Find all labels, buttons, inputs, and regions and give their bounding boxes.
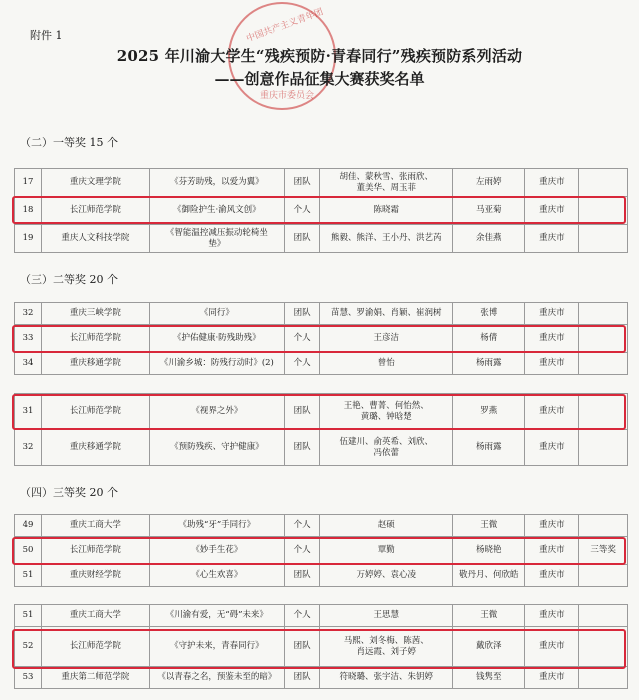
region-cell: 重庆市 — [525, 515, 579, 537]
work-title-cell: 《助残“牙”手同行》 — [149, 515, 284, 537]
attachment-label: 附件 1 — [30, 29, 63, 42]
entry-type-cell: 团队 — [284, 394, 320, 430]
region-cell: 重庆市 — [525, 565, 579, 587]
school-cell: 重庆财经学院 — [41, 565, 149, 587]
award-table — [14, 393, 628, 466]
region-cell: 重庆市 — [525, 627, 579, 667]
entry-type-cell: 个人 — [284, 515, 320, 537]
region-cell: 重庆市 — [525, 605, 579, 627]
region-cell: 重庆市 — [525, 430, 579, 466]
region-cell: 重庆市 — [525, 667, 579, 689]
table-row — [15, 197, 628, 225]
note-cell — [579, 565, 628, 587]
region-cell: 重庆市 — [525, 537, 579, 565]
section-heading-first-prize: （二）一等奖 15 个 — [20, 136, 118, 149]
authors-cell: 赵硕 — [320, 515, 453, 537]
row-number: 17 — [15, 169, 42, 197]
school-cell: 重庆工商大学 — [41, 605, 149, 627]
school-cell: 重庆人文科技学院 — [41, 225, 149, 253]
work-title-cell: 《同行》 — [149, 303, 284, 325]
table-row — [15, 353, 628, 375]
advisor-cell: 余佳燕 — [453, 225, 525, 253]
advisor-cell: 钱隽至 — [453, 667, 525, 689]
region-cell: 重庆市 — [525, 325, 579, 353]
seal-text-top: 中国共产主义青年团 — [245, 7, 325, 45]
work-title-cell: 《智能温控减压振动轮椅坐 垫》 — [149, 225, 284, 253]
work-title-cell: 《护佑健康·防残助残》 — [149, 325, 284, 353]
row-number: 53 — [15, 667, 42, 689]
note-cell — [579, 169, 628, 197]
entry-type-cell: 团队 — [284, 169, 320, 197]
work-title-cell: 《御险护生·渝风文创》 — [149, 197, 284, 225]
entry-type-cell: 个人 — [284, 325, 320, 353]
note-cell — [579, 225, 628, 253]
note-cell — [579, 197, 628, 225]
work-title-cell: 《守护未来，青春同行》 — [149, 627, 284, 667]
advisor-cell: 杨晓艳 — [453, 537, 525, 565]
entry-type-cell: 团队 — [284, 627, 320, 667]
award-table — [14, 604, 628, 689]
work-title-cell: 《川渝有爱，无“碍”未来》 — [149, 605, 284, 627]
page-title: 2025 年川渝大学生“残疾预防·青春同行”残疾预防系列活动 — [116, 47, 523, 65]
table-row — [15, 394, 628, 430]
work-title-cell: 《芬芳助残，以爱为翼》 — [149, 169, 284, 197]
advisor-cell: 戴欣泽 — [453, 627, 525, 667]
school-cell: 长江师范学院 — [41, 537, 149, 565]
table-row — [15, 605, 628, 627]
advisor-cell: 张博 — [453, 303, 525, 325]
note-cell — [579, 627, 628, 667]
advisor-cell: 杨雨露 — [453, 430, 525, 466]
table-row — [15, 225, 628, 253]
row-number: 52 — [15, 627, 42, 667]
row-number: 32 — [15, 430, 42, 466]
note-cell — [579, 605, 628, 627]
school-cell: 重庆移通学院 — [41, 430, 149, 466]
seal-text-bottom: 重庆市委员会 — [260, 91, 315, 101]
note-cell — [579, 353, 628, 375]
authors-cell: 伍建川、俞英希、刘欣、 冯依蕾 — [320, 430, 453, 466]
work-title-cell: 《心生欢喜》 — [149, 565, 284, 587]
region-cell: 重庆市 — [525, 169, 579, 197]
row-number: 31 — [15, 394, 42, 430]
award-table — [14, 514, 628, 587]
award-table — [14, 302, 628, 375]
region-cell: 重庆市 — [525, 303, 579, 325]
row-number: 49 — [15, 515, 42, 537]
table-row — [15, 169, 628, 197]
region-cell: 重庆市 — [525, 394, 579, 430]
advisor-cell: 王微 — [453, 605, 525, 627]
note-cell — [579, 515, 628, 537]
table-row — [15, 430, 628, 466]
note-cell — [579, 430, 628, 466]
note-cell — [579, 303, 628, 325]
school-cell: 重庆工商大学 — [41, 515, 149, 537]
page-subtitle: ——创意作品征集大赛获奖名单 — [214, 70, 425, 88]
note-cell — [579, 667, 628, 689]
work-title-cell: 《妙手生花》 — [149, 537, 284, 565]
authors-cell: 马熙、刘冬梅、陈茜、 肖远霞、刘子婷 — [320, 627, 453, 667]
school-cell: 重庆第二师范学院 — [41, 667, 149, 689]
work-title-cell: 《视界之外》 — [149, 394, 284, 430]
table-row — [15, 325, 628, 353]
region-cell: 重庆市 — [525, 197, 579, 225]
entry-type-cell: 团队 — [284, 225, 320, 253]
entry-type-cell: 团队 — [284, 667, 320, 689]
entry-type-cell: 个人 — [284, 605, 320, 627]
section-heading-third-prize: （四）三等奖 20 个 — [20, 486, 118, 499]
region-cell: 重庆市 — [525, 353, 579, 375]
note-cell — [579, 394, 628, 430]
row-number: 32 — [15, 303, 42, 325]
authors-cell: 符晓璐、张宇洁、朱钥婷 — [320, 667, 453, 689]
advisor-cell: 罗燕 — [453, 394, 525, 430]
work-title-cell: 《川渝乡城：防残行动时》(2) — [149, 353, 284, 375]
authors-cell: 陈晓霜 — [320, 197, 453, 225]
region-cell: 重庆市 — [525, 225, 579, 253]
authors-cell: 王艳、曹菁、何怡然、 黄璐、钟晗楚 — [320, 394, 453, 430]
row-number: 51 — [15, 565, 42, 587]
table-row — [15, 627, 628, 667]
authors-cell: 王思慧 — [320, 605, 453, 627]
note-cell — [579, 325, 628, 353]
entry-type-cell: 个人 — [284, 353, 320, 375]
entry-type-cell: 个人 — [284, 537, 320, 565]
row-number: 50 — [15, 537, 42, 565]
entry-type-cell: 个人 — [284, 197, 320, 225]
table-row — [15, 565, 628, 587]
entry-type-cell: 团队 — [284, 430, 320, 466]
note-cell: 三等奖 — [579, 537, 628, 565]
advisor-cell: 杨雨露 — [453, 353, 525, 375]
row-number: 33 — [15, 325, 42, 353]
advisor-cell: 左雨婷 — [453, 169, 525, 197]
work-title-cell: 《以青春之名，预鉴未至的暗》 — [149, 667, 284, 689]
row-number: 19 — [15, 225, 42, 253]
school-cell: 重庆三峡学院 — [41, 303, 149, 325]
authors-cell: 熊毅、熊洋、王小丹、洪艺芮 — [320, 225, 453, 253]
entry-type-cell: 团队 — [284, 565, 320, 587]
row-number: 51 — [15, 605, 42, 627]
table-row — [15, 667, 628, 689]
school-cell: 重庆移通学院 — [41, 353, 149, 375]
advisor-cell: 敬丹月、何欣皓 — [453, 565, 525, 587]
advisor-cell: 杨倩 — [453, 325, 525, 353]
authors-cell: 万婷婷、袁心凌 — [320, 565, 453, 587]
authors-cell: 覃勤 — [320, 537, 453, 565]
authors-cell: 曾怡 — [320, 353, 453, 375]
authors-cell: 苗慧、罗渝娟、肖颖、崔润树 — [320, 303, 453, 325]
school-cell: 长江师范学院 — [41, 627, 149, 667]
authors-cell: 王彦洁 — [320, 325, 453, 353]
school-cell: 长江师范学院 — [41, 197, 149, 225]
table-row — [15, 515, 628, 537]
work-title-cell: 《预防残疾、守护健康》 — [149, 430, 284, 466]
authors-cell: 胡佳、蒙秋雪、张雨欣、 董美华、周玉菲 — [320, 169, 453, 197]
row-number: 34 — [15, 353, 42, 375]
section-heading-second-prize: （三）二等奖 20 个 — [20, 273, 118, 286]
table-row — [15, 303, 628, 325]
advisor-cell: 马亚菊 — [453, 197, 525, 225]
table-row — [15, 537, 628, 565]
school-cell: 长江师范学院 — [41, 325, 149, 353]
award-table — [14, 168, 628, 253]
row-number: 18 — [15, 197, 42, 225]
advisor-cell: 王微 — [453, 515, 525, 537]
school-cell: 长江师范学院 — [41, 394, 149, 430]
entry-type-cell: 团队 — [284, 303, 320, 325]
school-cell: 重庆文理学院 — [41, 169, 149, 197]
